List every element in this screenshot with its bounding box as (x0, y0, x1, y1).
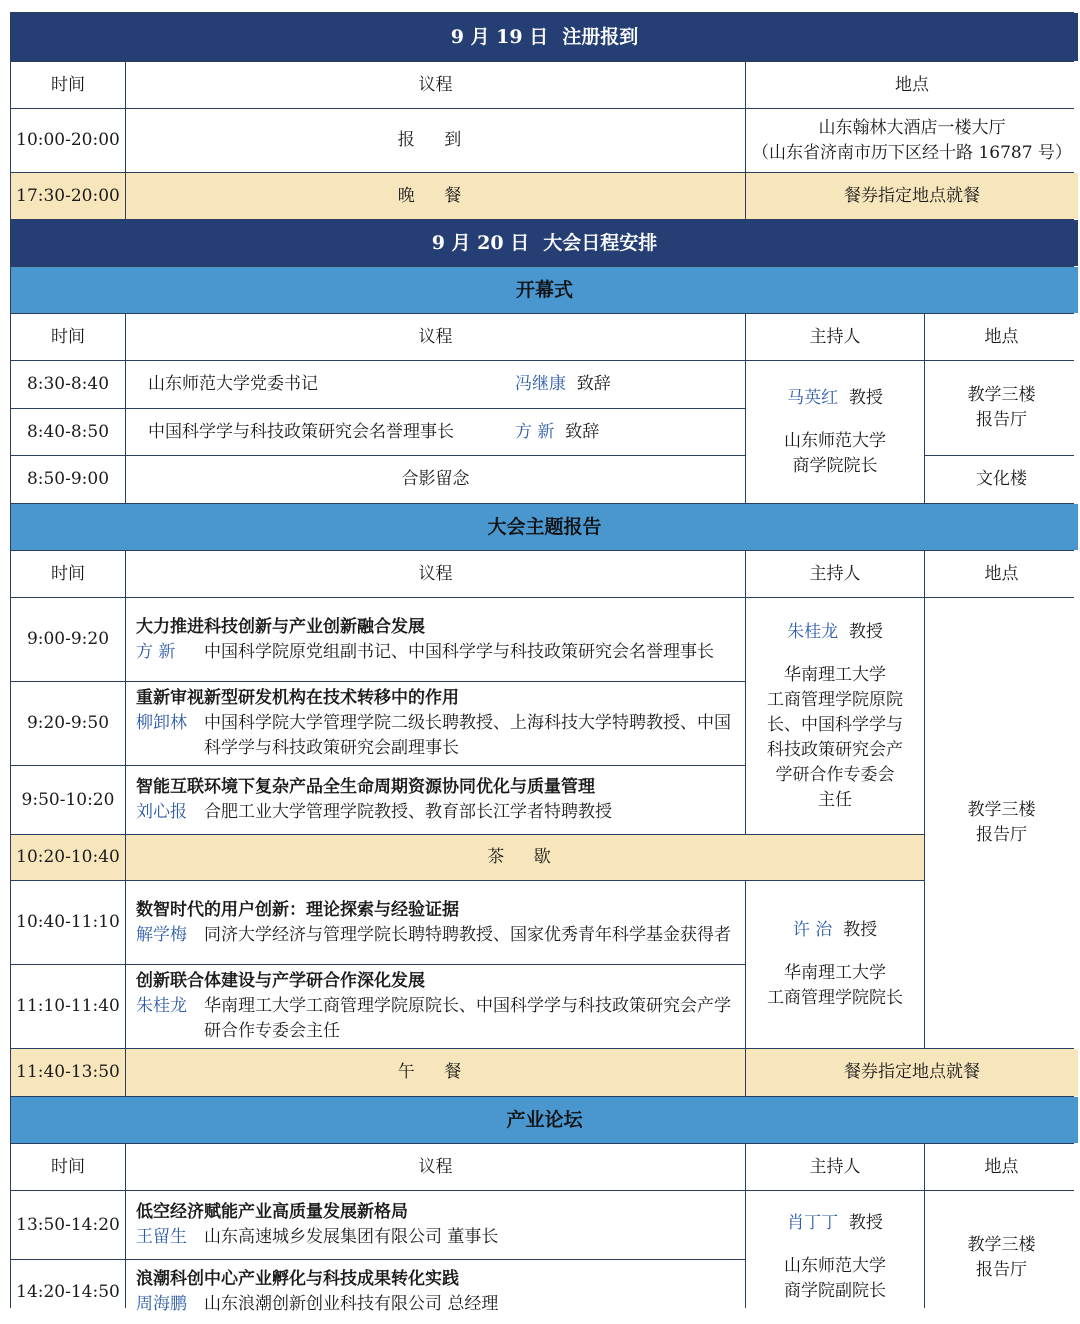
opening-row1-speaker: 冯继康 (515, 374, 566, 394)
opening-section-title: 开幕式 (11, 267, 1078, 313)
keynote-talk1-desc: 中国科学院原党组副书记、中国科学学与科技政策研究会名誉理事长 (204, 641, 714, 662)
forum-talk1-title: 低空经济赋能产业高质量发展新格局 (136, 1202, 408, 1222)
lunch-time: 11:40-13:50 (11, 1049, 125, 1096)
opening-host-aff1: 山东师范大学 (784, 430, 886, 451)
opening-header-time: 时间 (11, 314, 125, 360)
opening-venue1-line1: 教学三楼 (967, 385, 1036, 405)
forum-talk2 (126, 1260, 745, 1324)
keynote-talk3-speaker: 刘心报 (136, 802, 187, 822)
keynote-talk4-title: 数智时代的用户创新：理论探索与经验证据 (136, 899, 459, 920)
keynote-talk5-speaker: 朱桂龙 (136, 996, 187, 1016)
keynote-host1-aff-line3: 长、中国科学学与 (767, 714, 903, 735)
tea-break-time: 10:20-10:40 (11, 835, 125, 880)
day1-row1-venue-line2: （山东省济南市历下区经十路 16787 号） (752, 142, 1072, 163)
day1-banner-title: 注册报到 (562, 25, 639, 48)
forum-host-aff2: 商学院副院长 (784, 1281, 886, 1301)
day1-row1-venue (746, 109, 1078, 172)
keynote-host1-aff-line2: 工商管理学院原院 (767, 689, 903, 710)
opening-venue1 (925, 361, 1078, 455)
keynote-venue-line1: 教学三楼 (967, 800, 1036, 820)
keynote-talk5-title: 创新联合体建设与产学研合作深化发展 (136, 971, 425, 991)
opening-row2-action: 致辞 (565, 421, 600, 442)
opening-host-aff2: 商学院院长 (792, 455, 878, 476)
keynote-header-host: 主持人 (746, 551, 924, 597)
keynote-talk2-desc: 中国科学院大学管理学院二级长聘教授、上海科技大学特聘教授、中国科学学与科技政策研究会副理事长 (204, 713, 731, 758)
forum-host-title: 教授 (848, 1213, 883, 1233)
day1-header-time: 时间 (11, 62, 125, 108)
day1-banner-date: 9 月 19 日 (450, 25, 549, 48)
opening-venue2: 文化楼 (925, 456, 1078, 503)
forum-talk1-desc: 山东高速城乡发展集团有限公司 董事长 (204, 1227, 499, 1247)
keynote-talk1-title: 大力推进科技创新与产业创新融合发展 (136, 616, 425, 637)
schedule-table (10, 12, 1074, 1314)
keynote-host1-aff-line4: 科技政策研究会产 (767, 739, 903, 760)
day1-row1-time: 10:00-20:00 (11, 109, 125, 172)
keynote-talk1 (126, 598, 745, 681)
forum-header-agenda: 议程 (126, 1144, 745, 1190)
keynote-talk1-speaker: 方 新 (136, 641, 176, 662)
opening-header-agenda: 议程 (126, 314, 745, 360)
keynote-host1-title: 教授 (848, 621, 883, 642)
keynote-talk5 (126, 965, 745, 1048)
keynote-host1-aff-line1: 华南理工大学 (784, 664, 886, 685)
forum-header-venue: 地点 (925, 1144, 1078, 1190)
keynote-host2-aff-line2: 工商管理学院院长 (767, 988, 903, 1008)
opening-host-name: 马英红 (787, 387, 839, 408)
forum-talk1 (126, 1191, 745, 1259)
tea-break-agenda: 茶 歇 (126, 835, 924, 880)
day2-banner (11, 220, 1078, 266)
keynote-talk3-title: 智能互联环境下复杂产品全生命周期资源协同优化与质量管理 (136, 777, 595, 797)
forum-venue-line2: 报告厅 (976, 1259, 1027, 1280)
forum-host-name: 肖丁丁 (787, 1213, 839, 1233)
keynote-talk4-desc: 同济大学经济与管理学院长聘特聘教授、国家优秀青年科学基金获得者 (204, 924, 731, 945)
forum-host (746, 1191, 924, 1324)
keynote-talk3-desc: 合肥工业大学管理学院教授、教育部长江学者特聘教授 (204, 802, 612, 822)
forum-talk2-desc: 山东浪潮创新创业科技有限公司 总经理 (204, 1294, 499, 1314)
forum-talk1-time: 13:50-14:20 (11, 1191, 125, 1259)
forum-section-title: 产业论坛 (11, 1097, 1078, 1143)
lunch-venue: 餐券指定地点就餐 (746, 1049, 1078, 1096)
keynote-talk1-time: 9:00-9:20 (11, 598, 125, 681)
day1-row1-venue-line1: 山东翰林大酒店一楼大厅 (818, 117, 1006, 138)
keynote-venue-line2: 报告厅 (976, 825, 1027, 845)
forum-talk1-speaker: 王留生 (136, 1227, 187, 1247)
forum-venue (925, 1191, 1078, 1324)
keynote-host1-name: 朱桂龙 (787, 621, 839, 642)
opening-row3-time: 8:50-9:00 (11, 456, 125, 503)
day1-header-venue: 地点 (746, 62, 1078, 108)
opening-header-host: 主持人 (746, 314, 924, 360)
opening-row3-agenda: 合影留念 (126, 456, 745, 503)
opening-venue1-line2: 报告厅 (976, 410, 1027, 430)
keynote-section-title: 大会主题报告 (11, 504, 1078, 550)
forum-talk2-time: 14:20-14:50 (11, 1260, 125, 1324)
keynote-talk4-time: 10:40-11:10 (11, 881, 125, 964)
keynote-talk3-time: 9:50-10:20 (11, 766, 125, 834)
day2-banner-date: 9 月 20 日 (431, 231, 530, 254)
lunch-agenda: 午 餐 (126, 1049, 745, 1096)
opening-host (746, 361, 924, 503)
day1-row2-venue: 餐券指定地点就餐 (746, 173, 1078, 219)
opening-row2-agenda (126, 409, 745, 455)
keynote-header-time: 时间 (11, 551, 125, 597)
keynote-talk3 (126, 766, 745, 834)
keynote-host2-aff-line1: 华南理工大学 (784, 963, 886, 983)
opening-host-title: 教授 (848, 387, 883, 408)
forum-header-time: 时间 (11, 1144, 125, 1190)
forum-talk2-title: 浪潮科创中心产业孵化与科技成果转化实践 (136, 1269, 459, 1289)
opening-row2-time: 8:40-8:50 (11, 409, 125, 455)
day1-row2-agenda: 晚 餐 (126, 173, 745, 219)
opening-row2-role: 中国科学学与科技政策研究会名誉理事长 (148, 421, 454, 442)
keynote-talk4-speaker: 解学梅 (136, 924, 187, 945)
keynote-talk5-desc: 华南理工大学工商管理学院原院长、中国科学学与科技政策研究会产学研合作专委会主任 (204, 996, 731, 1041)
day2-banner-title: 大会日程安排 (543, 231, 658, 254)
keynote-header-venue: 地点 (925, 551, 1078, 597)
forum-venue-line1: 教学三楼 (967, 1234, 1036, 1255)
opening-header-venue: 地点 (925, 314, 1078, 360)
day1-row1-agenda: 报 到 (126, 109, 745, 172)
opening-row1-time: 8:30-8:40 (11, 361, 125, 408)
day1-header-agenda: 议程 (126, 62, 745, 108)
opening-row1-action: 致辞 (576, 374, 611, 394)
forum-talk2-speaker: 周海鹏 (136, 1294, 187, 1314)
day1-banner (11, 13, 1078, 61)
forum-host-aff1: 山东师范大学 (784, 1256, 886, 1276)
keynote-host2-title: 教授 (843, 920, 878, 940)
keynote-talk5-time: 11:10-11:40 (11, 965, 125, 1048)
keynote-talk2-time: 9:20-9:50 (11, 682, 125, 765)
day1-row2-time: 17:30-20:00 (11, 173, 125, 219)
keynote-host2-name: 许 治 (792, 920, 833, 940)
keynote-venue (925, 598, 1078, 1048)
keynote-host1 (746, 598, 924, 834)
keynote-talk4 (126, 881, 745, 964)
opening-row2-speaker: 方 新 (515, 421, 555, 442)
keynote-header-agenda: 议程 (126, 551, 745, 597)
opening-row1-agenda (126, 361, 745, 408)
keynote-talk2-speaker: 柳卸林 (136, 713, 187, 733)
forum-header-host: 主持人 (746, 1144, 924, 1190)
keynote-host1-aff-line5: 学研合作专委会 (775, 764, 895, 785)
opening-row1-role: 山东师范大学党委书记 (148, 374, 318, 394)
keynote-host1-aff-line6: 主任 (818, 789, 852, 810)
keynote-talk2 (126, 682, 745, 765)
keynote-talk2-title: 重新审视新型研发机构在技术转移中的作用 (136, 688, 459, 708)
keynote-host2 (746, 881, 924, 1048)
